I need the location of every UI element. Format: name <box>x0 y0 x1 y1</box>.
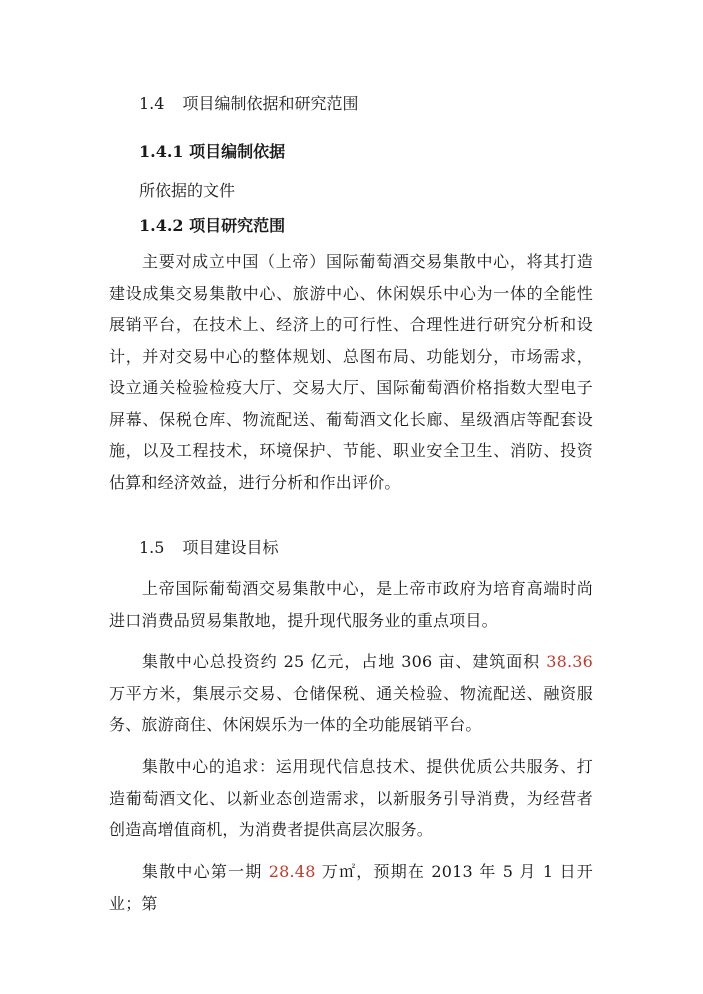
section-1-4-1-heading: 1.4.1 项目编制依据 <box>139 142 286 161</box>
basis-text: 所依据的文件 <box>139 181 236 200</box>
goal-paragraph-4: 集散中心第一期 28.48 万㎡，预期在 2013 年 5 月 1 日开业；第 <box>109 862 594 913</box>
floor-area-highlight: 38.36 <box>546 652 593 671</box>
section-1-4-2-heading: 1.4.2 项目研究范围 <box>139 216 286 235</box>
phase-one-area-highlight: 28.48 <box>268 862 316 881</box>
section-number: 1.5 <box>139 538 165 557</box>
section-1-4-heading <box>139 94 358 114</box>
scope-paragraph: 主要对成立中国（上帝）国际葡萄酒交易集散中心，将其打造建设成集交易集散中心、旅游中心、休闲娱乐中心为一体的全能性展销平台，在技术上、经济上的可行性、合理性进行研究分析和设计，并对交易中心的整体规划、总图布局、功能划分，市场需求，设立通关检验检疫大厅、交易大厅、国际葡萄酒价格指数大型电子屏幕、保税仓库、物流配送、葡萄酒文化长廊、星级酒店等配套设施，以及工程技术，环境保护、节能、职业安全卫生、消防、投资估算和经济效益，进行分析和作出评价。 <box>109 252 593 492</box>
goal-paragraph-2: 集散中心总投资约 25 亿元，占地 306 亩、建筑面积 38.36 万平方米，集展示交易、仓储保税、通关检验、物流配送、融资服务、旅游商住、休闲娱乐为一体的全功能展销平台。 <box>109 652 593 734</box>
goal-paragraph-3: 集散中心的追求：运用现代信息技术、提供优质公共服务、打造葡萄酒文化、以新业态创造需求，以新服务引导消费，为经营者创造高增值商机，为消费者提供高层次服务。 <box>109 757 593 839</box>
section-title: 项目建设目标 <box>182 538 279 557</box>
section-number: 1.4 <box>139 94 165 113</box>
section-1-5-heading <box>139 538 278 558</box>
goal-paragraph-1: 上帝国际葡萄酒交易集散中心，是上帝市政府为培育高端时尚进口消费品贸易集散地，提升现代服务业的重点项目。 <box>109 579 593 630</box>
section-title: 项目编制依据和研究范围 <box>182 94 359 113</box>
